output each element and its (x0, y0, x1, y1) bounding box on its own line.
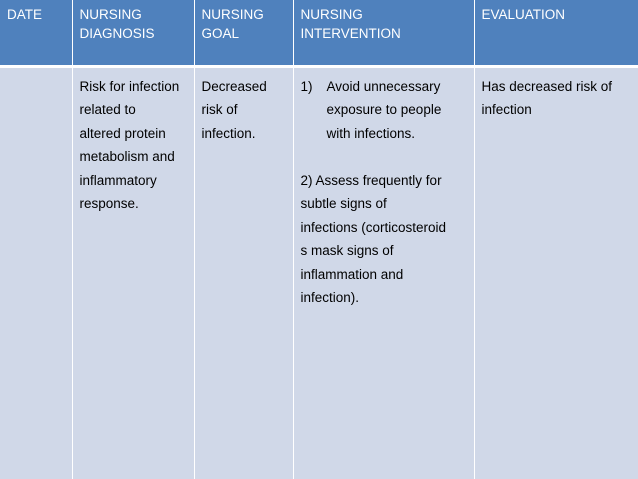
goal-line: risk of (201, 102, 238, 117)
header-goal-line-2: GOAL (201, 26, 240, 41)
intervention-item-2 (301, 169, 471, 310)
diagnosis-line: metabolism and (79, 149, 175, 164)
diagnosis-line: Risk for infection (79, 78, 180, 94)
header-row (0, 0, 638, 66)
diagnosis-line: altered protein (79, 125, 166, 141)
header-goal-line-1: NURSING (201, 7, 264, 22)
evaluation-line: Has decreased risk of (481, 78, 613, 94)
header-evaluation-line: EVALUATION (481, 7, 566, 22)
evaluation-line: infection (481, 102, 532, 117)
header-date-line: DATE (7, 7, 43, 22)
intervention-item-2-line: inflammation and (300, 266, 404, 282)
cell-date (0, 66, 72, 479)
header-nursing-goal (194, 0, 293, 66)
header-nursing-intervention (293, 0, 474, 66)
intervention-item-2-line: 2) Assess frequently for (300, 172, 442, 188)
cell-nursing-diagnosis (72, 66, 194, 479)
intervention-item-1-number: 1) (300, 78, 313, 94)
diagnosis-line: related to (79, 102, 136, 117)
table-row (0, 66, 638, 479)
header-date (0, 0, 72, 66)
cell-nursing-goal (194, 66, 293, 479)
cell-nursing-intervention (293, 66, 474, 479)
intervention-item-1-line: Avoid unnecessary (326, 78, 441, 94)
intervention-item-2-line: infection). (300, 290, 360, 305)
intervention-item-2-line: subtle signs of (300, 196, 387, 211)
intervention-item-2-line: s mask signs of (300, 243, 394, 258)
goal-line: infection. (201, 125, 256, 141)
intervention-item-1-line: exposure to people (326, 102, 442, 117)
header-evaluation (474, 0, 638, 66)
intervention-item-1 (301, 75, 471, 146)
goal-line: Decreased (201, 78, 267, 94)
header-intervention-line-1: NURSING (300, 7, 363, 22)
diagnosis-line: inflammatory (79, 172, 157, 188)
header-nursing-diagnosis (72, 0, 194, 66)
diagnosis-line: response. (79, 196, 139, 211)
header-diagnosis-line-2: DIAGNOSIS (79, 26, 155, 41)
intervention-item-1-line: with infections. (326, 125, 416, 141)
header-intervention-line-2: INTERVENTION (300, 26, 401, 41)
intervention-item-2-line: infections (corticosteroid (300, 219, 447, 235)
header-diagnosis-line-1: NURSING (79, 7, 142, 22)
cell-evaluation (474, 66, 638, 479)
paragraph-spacer (301, 145, 471, 169)
